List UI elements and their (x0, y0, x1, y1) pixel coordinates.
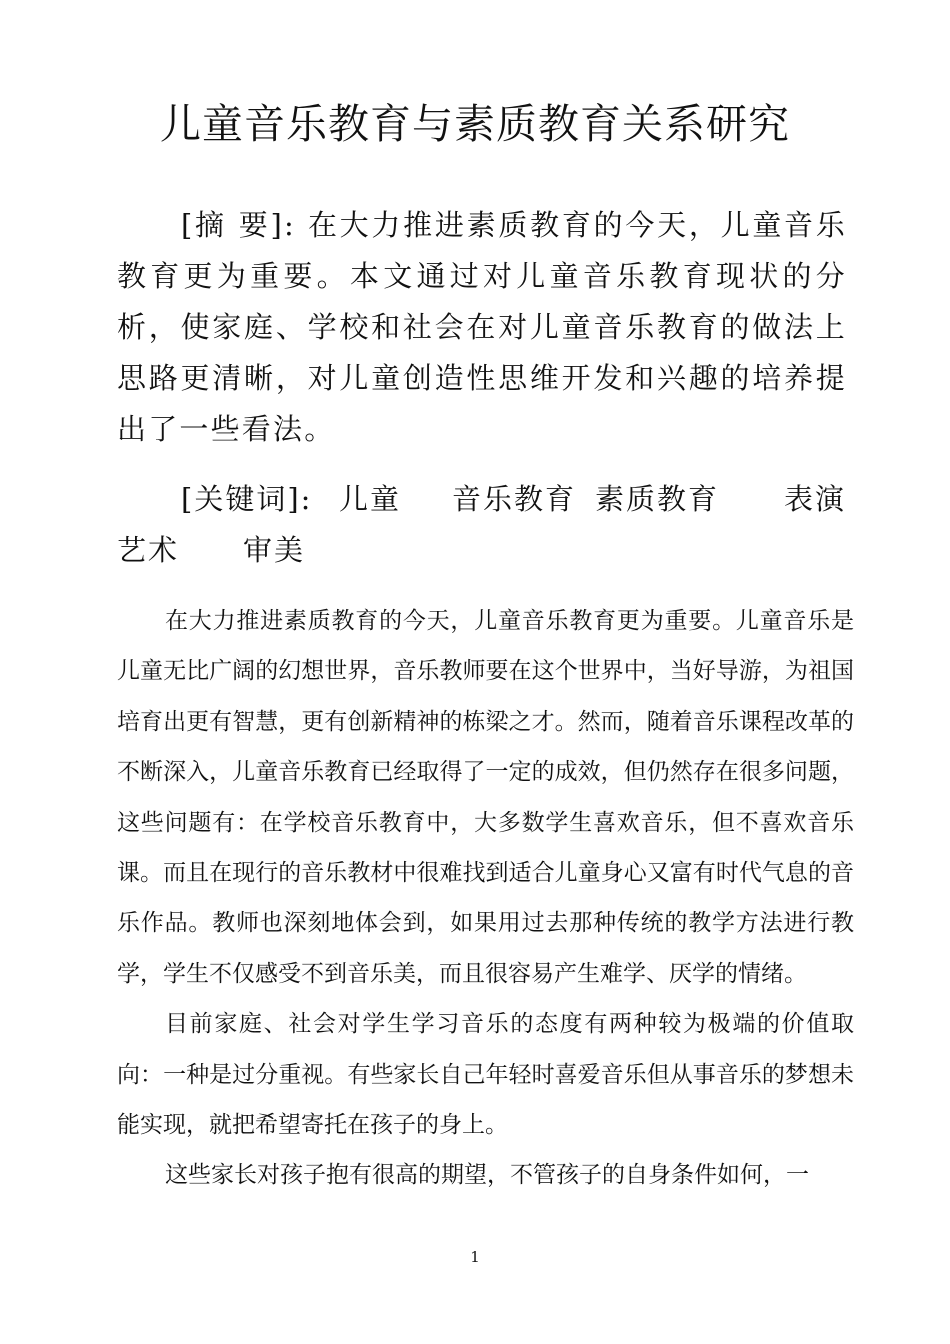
keyword-term-wrapped: 表演 (784, 482, 847, 516)
keywords-line-1 (117, 474, 852, 525)
page-number: 1 (470, 1248, 480, 1266)
body-paragraph: 这些家长对孩子抱有很高的期望，不管孩子的自身条件如何，一 (165, 1162, 809, 1189)
body-paragraph: 在大力推进素质教育的今天，儿童音乐教育更为重要。儿童音乐是儿童无比广阔的幻想世界，音乐教师要在这个世界中，当好导游，为祖国培育出更有智慧，更有创新精神的栋梁之才。然而，随着音乐课程改革的不断深入，儿童音乐教育已经取得了一定的成效，但仍然存在很多问题，这些问题有：在学校音乐教育中，大多数学生喜欢音乐，但不喜欢音乐课。而且在现行的音乐教材中很难找到适合儿童身心又富有时代气息的音乐作品。教师也深刻地体会到，如果用过去那种传统的教学方法进行教学，学生不仅感受不到音乐美，而且很容易产生难学、厌学的情绪。 (117, 608, 854, 987)
document-title: 儿童音乐教育与素质教育关系研究 (160, 100, 790, 148)
keyword-term: 儿童 (339, 482, 402, 516)
keywords-section (117, 474, 852, 576)
keyword-term: 审美 (243, 533, 306, 567)
body-text (117, 596, 854, 1201)
keyword-term: 素质教育 (595, 482, 720, 516)
keyword-term: 音乐教育 (452, 482, 577, 516)
body-paragraph: 目前家庭、社会对学生学习音乐的态度有两种较为极端的价值取向：一种是过分重视。有些家长自己年轻时喜爱音乐但从事音乐的梦想未能实现，就把希望寄托在孩子的身上。 (117, 1011, 854, 1139)
keyword-term-wrapped-end: 艺术 (117, 533, 180, 567)
keywords-label: [关键词]: (181, 482, 313, 516)
keywords-line-2 (117, 525, 852, 576)
abstract-paragraph: [摘 要]: 在大力推进素质教育的今天，儿童音乐教育更为重要。本文通过对儿童音乐教育现状的分析，使家庭、学校和社会在对儿童音乐教育的做法上思路更清晰，对儿童创造性思维开发和兴趣的培养提出了一些看法。 (117, 208, 847, 446)
